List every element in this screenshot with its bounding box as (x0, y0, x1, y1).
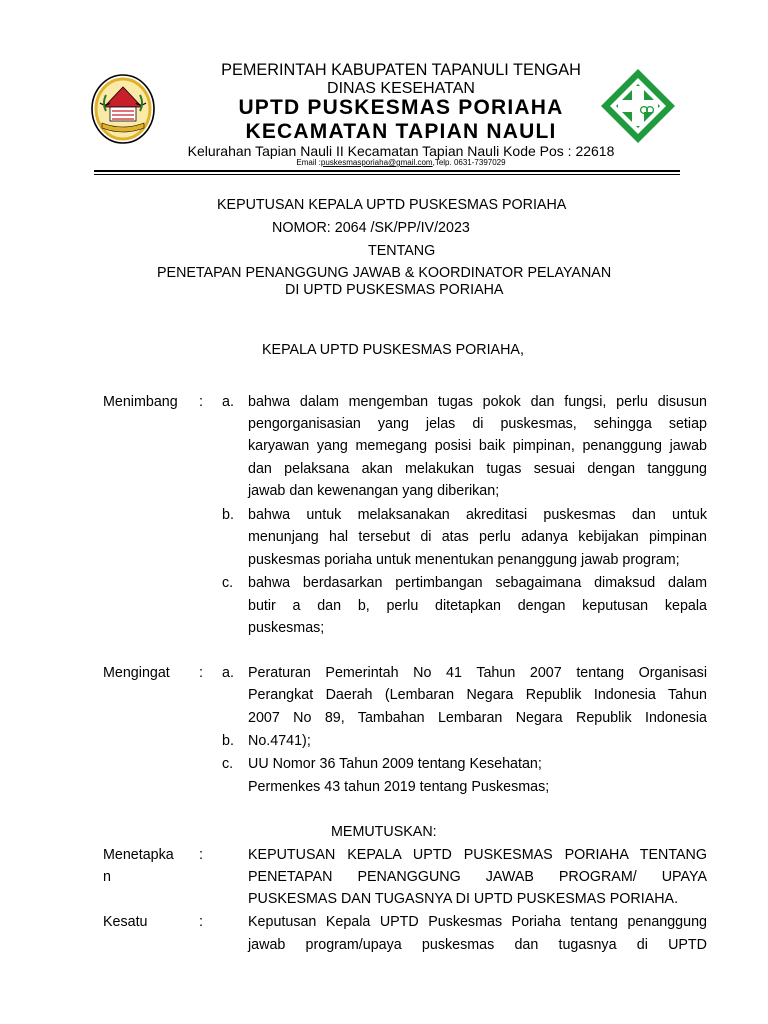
paragraph-line: Keputusan Kepala UPTD Puskesmas Poriaha tentang penanggung (248, 914, 707, 930)
mengingat-label: Mengingat (103, 665, 170, 681)
decree-subject-line-1: PENETAPAN PENANGGUNG JAWAB & KOORDINATOR PELAYANAN (157, 265, 612, 281)
decree-heading: KEPUTUSAN KEPALA UPTD PUSKESMAS PORIAHA (217, 197, 567, 213)
menetapkan-label-wrap: n (103, 869, 111, 885)
district-name: KECAMATAN TAPIAN NAULI (245, 120, 557, 143)
org-name: UPTD PUSKESMAS PORIAHA (238, 96, 564, 119)
paragraph-line: UU Nomor 36 Tahun 2009 tentang Kesehatan; (248, 756, 542, 772)
letterhead-divider (94, 170, 680, 172)
email-label: Email : (296, 158, 321, 167)
menimbang-colon: : (199, 394, 203, 410)
menimbang-label: Menimbang (103, 394, 178, 410)
paragraph-line: 2007 No 89, Tambahan Lembaran Negara Republik Indonesia (248, 710, 707, 726)
paragraph-line: PENETAPAN PENANGGUNG JAWAB PROGRAM/ UPAYA (248, 869, 707, 885)
paragraph-line: puskesmas; (248, 620, 325, 636)
memutuskan-heading: MEMUTUSKAN: (331, 824, 437, 840)
official-title: KEPALA UPTD PUSKESMAS PORIAHA, (262, 342, 524, 358)
paragraph-line: bahwa untuk melaksanakan akreditasi puskesmas dan untuk (248, 507, 707, 523)
paragraph-line: jawab program/upaya puskesmas dan tugasnya di UPTD (248, 937, 707, 953)
decree-number: NOMOR: 2064 /SK/PP/IV/2023 (272, 220, 470, 236)
paragraph-line: No.4741); (248, 733, 311, 749)
paragraph-line: bahwa berdasarkan pertimbangan sebagaimana dimaksud dalam (248, 575, 707, 591)
paragraph-line: pengorganisasian yang jelas di puskesmas, sehingga setiap (248, 416, 707, 432)
letterhead-divider-thin (94, 174, 680, 175)
list-marker: a. (222, 394, 234, 410)
email-link[interactable]: puskesmasporiaha@gmail.com (320, 158, 433, 167)
paragraph-line: Peraturan Pemerintah No 41 Tahun 2007 tentang Organisasi (248, 665, 707, 681)
paragraph-line: jawab dan kewenangan yang diberikan; (248, 483, 500, 499)
paragraph-line: Permenkes 43 tahun 2019 tentang Puskesmas; (248, 779, 550, 795)
paragraph-line: bahwa dalam mengemban tugas pokok dan fungsi, perlu disusun (248, 394, 707, 410)
list-marker: b. (222, 733, 234, 749)
menetapkan-colon: : (199, 847, 203, 863)
decree-about: TENTANG (368, 243, 436, 259)
paragraph-line: butir a dan b, perlu ditetapkan dengan keputusan kepala (248, 598, 707, 614)
paragraph-line: PUSKESMAS DAN TUGASNYA DI UPTD PUSKESMAS PORIAHA. (248, 891, 679, 907)
paragraph-line: puskesmas poriaha untuk menentukan penanggung jawab program; (248, 552, 680, 568)
list-marker: a. (222, 665, 234, 681)
address-line: Kelurahan Tapian Nauli II Kecamatan Tapian Nauli Kode Pos : 22618 (187, 143, 615, 159)
paragraph-line: Perangkat Daerah (Lembaran Negara Republik Indonesia Tahun (248, 687, 707, 703)
phone-number: ,Telp. 0631-7397029 (432, 158, 506, 167)
list-marker: c. (222, 756, 234, 772)
contact-line (160, 157, 642, 168)
menetapkan-label: Menetapka (103, 847, 174, 863)
dept-line: DINAS KESEHATAN (327, 80, 475, 97)
paragraph-line: dan pelaksana akan melakukan tugas sesuai dengan tanggung (248, 461, 707, 477)
puskesmas-logo-icon (598, 66, 678, 152)
kesatu-label: Kesatu (103, 914, 148, 930)
list-marker: c. (222, 575, 234, 591)
mengingat-colon: : (199, 665, 203, 681)
list-marker: b. (222, 507, 234, 523)
decree-subject-line-2: DI UPTD PUSKESMAS PORIAHA (285, 282, 504, 298)
kesatu-colon: : (199, 914, 203, 930)
gov-line: PEMERINTAH KABUPATEN TAPANULI TENGAH (221, 61, 581, 79)
paragraph-line: menunjang hal tersebut di atas perlu adanya kebijakan pimpinan (248, 529, 707, 545)
paragraph-line: karyawan yang memegang posisi baik pimpinan, penanggung jawab (248, 438, 707, 454)
regency-seal-icon (90, 73, 156, 145)
paragraph-line: KEPUTUSAN KEPALA UPTD PUSKESMAS PORIAHA TENTANG (248, 847, 707, 863)
